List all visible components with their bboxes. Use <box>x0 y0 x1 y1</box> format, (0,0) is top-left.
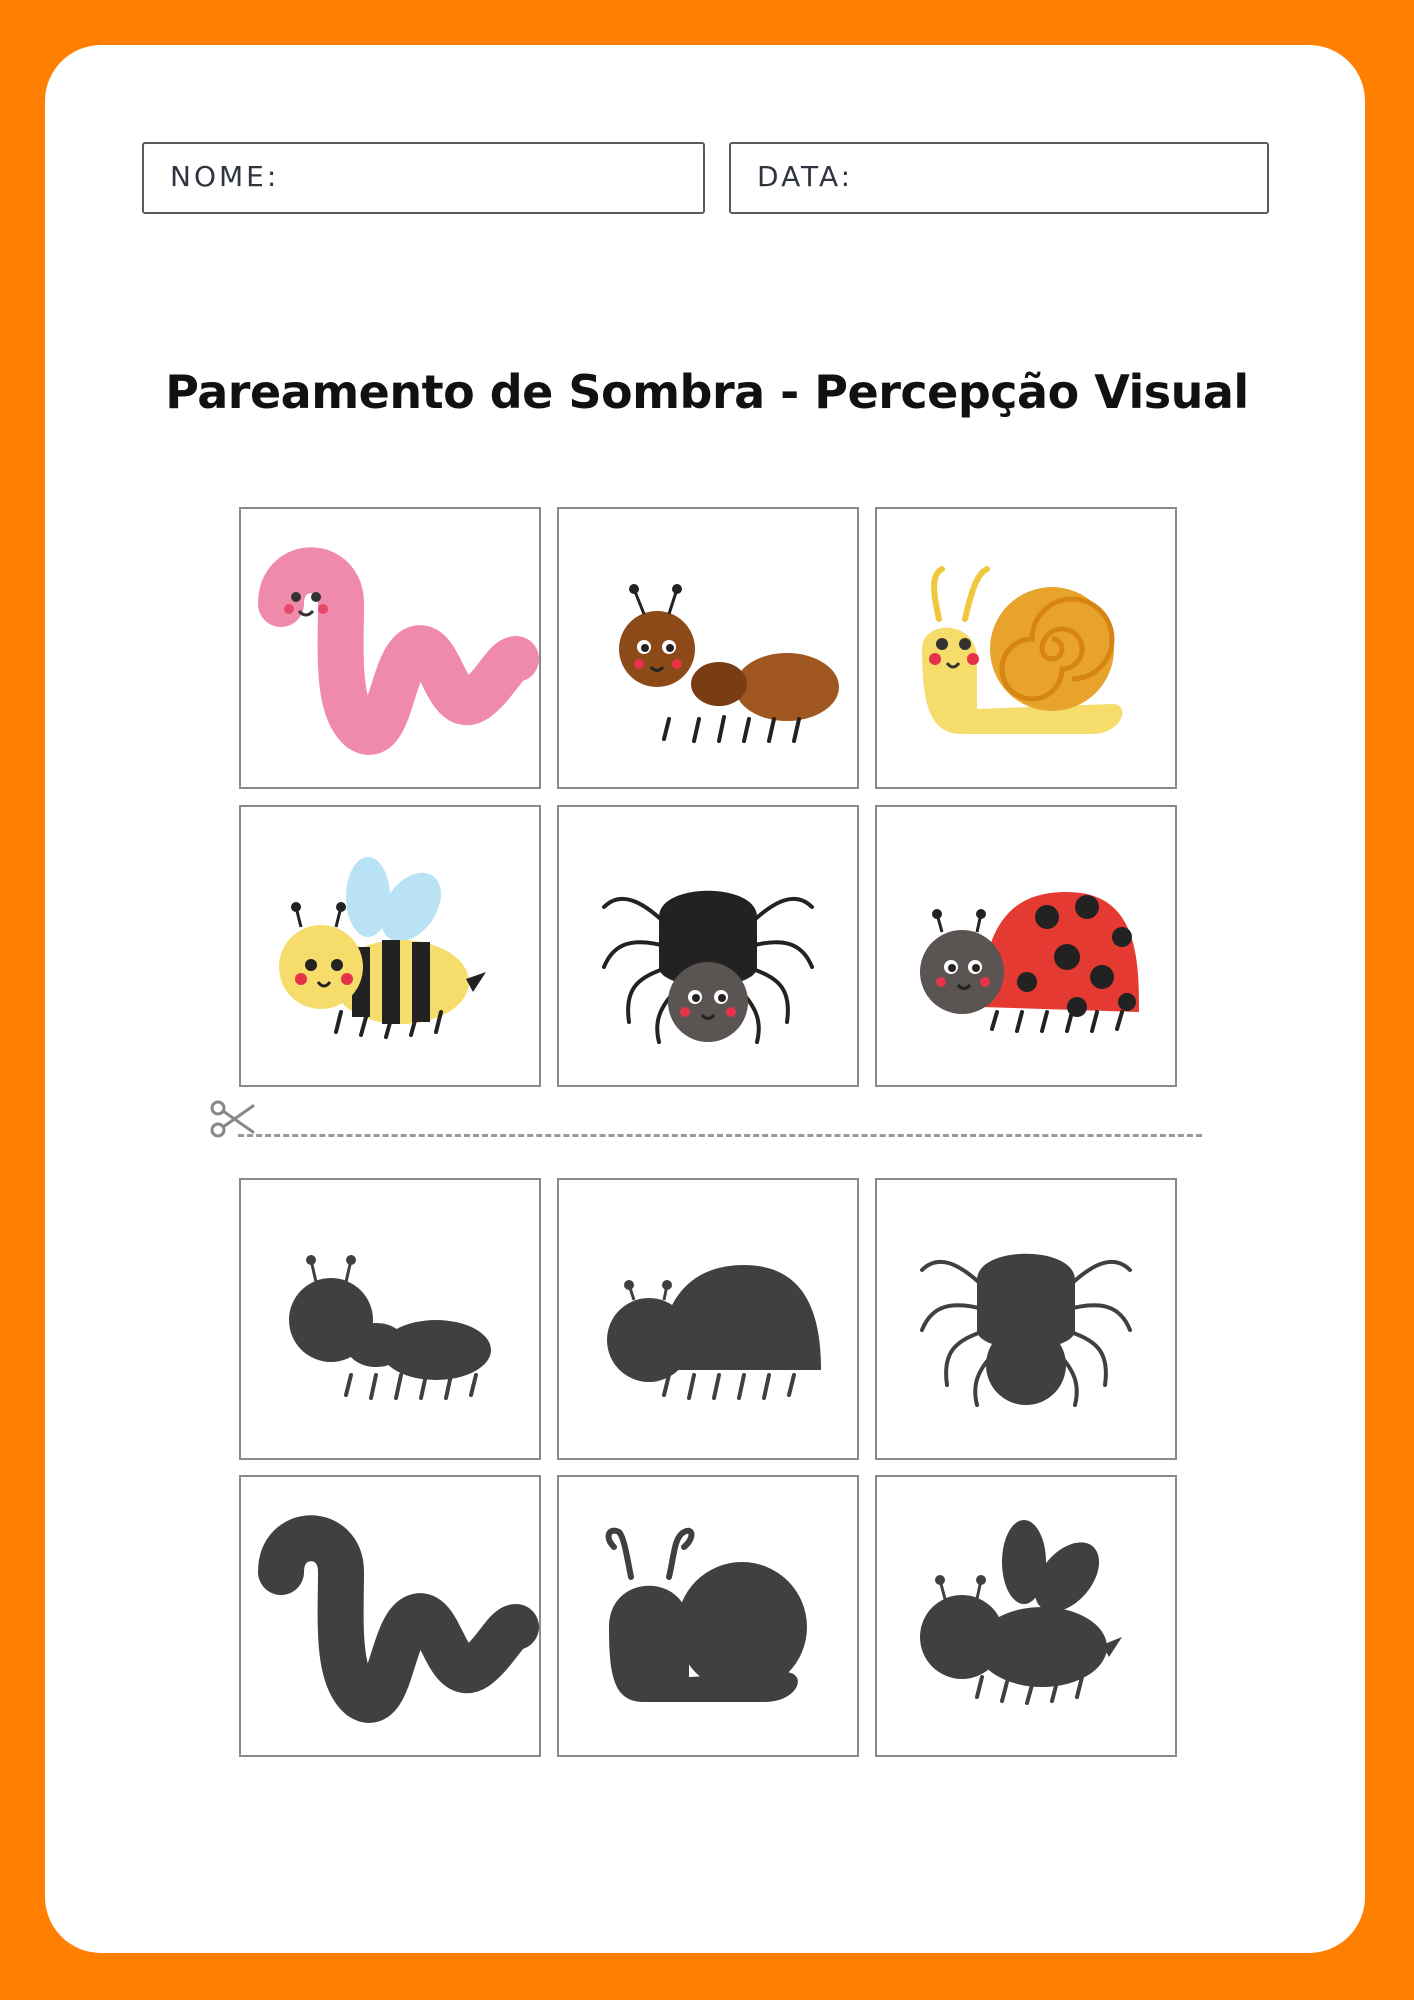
snail-icon <box>877 509 1175 787</box>
bee-shadow-icon <box>877 1477 1175 1755</box>
spider-shadow-icon <box>877 1180 1175 1458</box>
card-ant-shadow[interactable] <box>239 1178 541 1460</box>
card-spider-shadow[interactable] <box>875 1178 1177 1460</box>
card-snail[interactable] <box>875 507 1177 789</box>
ladybug-icon <box>877 807 1175 1085</box>
name-field[interactable] <box>142 142 705 214</box>
cut-line <box>238 1134 1202 1137</box>
name-label: NOME: <box>170 160 280 193</box>
ant-shadow-icon <box>241 1180 539 1458</box>
date-field[interactable] <box>729 142 1269 214</box>
bee-icon <box>241 807 539 1085</box>
spider-icon <box>559 807 857 1085</box>
page-title: Pareamento de Sombra - Percepção Visual <box>165 365 1249 419</box>
card-worm-shadow[interactable] <box>239 1475 541 1757</box>
card-ant[interactable] <box>557 507 859 789</box>
date-label: DATA: <box>757 160 854 193</box>
worm-shadow-icon <box>241 1477 539 1755</box>
card-ladybug[interactable] <box>875 805 1177 1087</box>
card-worm[interactable] <box>239 507 541 789</box>
card-bee[interactable] <box>239 805 541 1087</box>
card-ladybug-shadow[interactable] <box>557 1178 859 1460</box>
card-snail-shadow[interactable] <box>557 1475 859 1757</box>
ladybug-shadow-icon <box>559 1180 857 1458</box>
snail-shadow-icon <box>559 1477 857 1755</box>
card-bee-shadow[interactable] <box>875 1475 1177 1757</box>
ant-icon <box>559 509 857 787</box>
card-spider[interactable] <box>557 805 859 1087</box>
worm-icon <box>241 509 539 787</box>
